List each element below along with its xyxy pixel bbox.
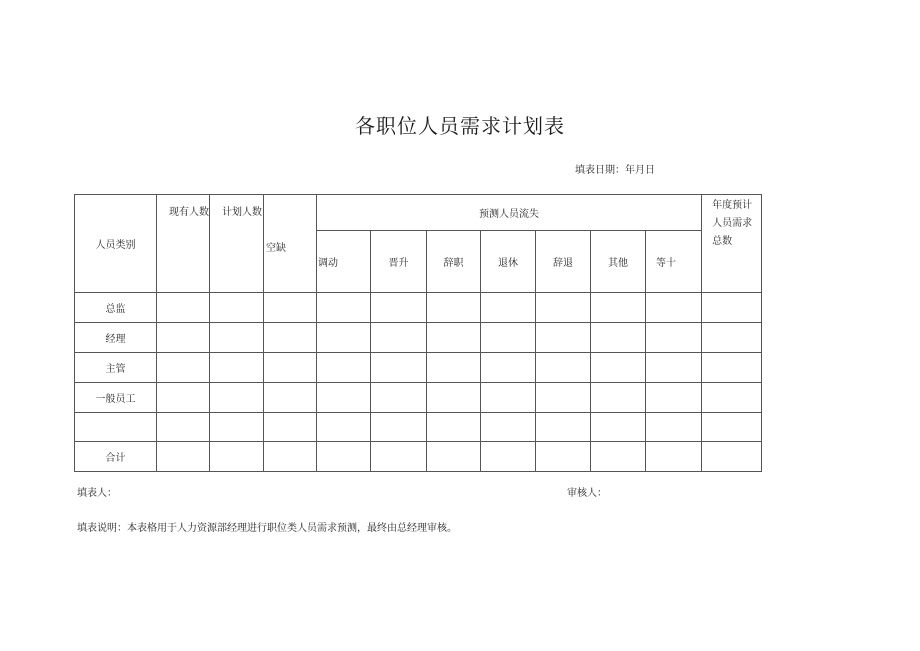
- header-attrition-resignation: 辞职: [427, 231, 481, 293]
- table-cell[interactable]: [264, 413, 317, 442]
- table-cell[interactable]: [536, 323, 591, 353]
- table-cell[interactable]: [157, 442, 210, 472]
- table-cell[interactable]: [481, 323, 536, 353]
- header-attrition-other: 其他: [591, 231, 646, 293]
- table-cell[interactable]: [702, 353, 762, 383]
- table-cell[interactable]: [317, 353, 371, 383]
- fill-date-label: 填表日期：年月日: [575, 165, 655, 176]
- table-cell[interactable]: [371, 323, 427, 353]
- table-cell[interactable]: [646, 293, 702, 323]
- table-cell[interactable]: [157, 293, 210, 323]
- table-cell[interactable]: [702, 442, 762, 472]
- table-cell[interactable]: [371, 413, 427, 442]
- table-cell[interactable]: [157, 383, 210, 413]
- table-cell[interactable]: [157, 323, 210, 353]
- table-cell[interactable]: [210, 442, 264, 472]
- table-cell[interactable]: [481, 353, 536, 383]
- header-attrition-retirement: 退休: [481, 231, 536, 293]
- row-category: [75, 413, 157, 442]
- table-cell[interactable]: [591, 442, 646, 472]
- reviewer-label: 审核人：: [567, 488, 607, 499]
- header-vacancy: 空缺: [264, 195, 317, 293]
- table-cell[interactable]: [427, 442, 481, 472]
- row-category: 主管: [75, 353, 157, 383]
- table-cell[interactable]: [427, 413, 481, 442]
- page-title: 各职位人员需求计划表: [355, 114, 565, 138]
- table-cell[interactable]: [702, 293, 762, 323]
- table-cell[interactable]: [427, 383, 481, 413]
- row-category: 一般员工: [75, 383, 157, 413]
- header-current: 现有人数: [157, 195, 210, 293]
- table-cell[interactable]: [646, 383, 702, 413]
- table-cell[interactable]: [317, 413, 371, 442]
- table-cell[interactable]: [481, 442, 536, 472]
- table-cell[interactable]: [646, 413, 702, 442]
- header-attrition-transfer: 调动: [317, 231, 371, 293]
- table-cell[interactable]: [427, 353, 481, 383]
- table-cell[interactable]: [210, 353, 264, 383]
- header-attrition-group: 预测人员流失: [317, 195, 702, 231]
- table-cell[interactable]: [210, 293, 264, 323]
- filler-label: 填表人：: [77, 488, 117, 499]
- table-cell[interactable]: [210, 323, 264, 353]
- table-cell[interactable]: [157, 413, 210, 442]
- table-cell[interactable]: [264, 383, 317, 413]
- table-cell[interactable]: [210, 383, 264, 413]
- table-row: [75, 413, 762, 442]
- header-annual-total: 年度预计人员需求总数: [702, 195, 762, 293]
- header-attrition-promotion: 晋升: [371, 231, 427, 293]
- table-cell[interactable]: [702, 413, 762, 442]
- row-category: 经理: [75, 323, 157, 353]
- table-cell[interactable]: [317, 442, 371, 472]
- header-category: 人员类别: [75, 195, 157, 293]
- table-cell[interactable]: [371, 383, 427, 413]
- table-cell[interactable]: [427, 323, 481, 353]
- plan-table: [74, 194, 762, 472]
- table-cell[interactable]: [481, 413, 536, 442]
- row-category: 总监: [75, 293, 157, 323]
- table-cell[interactable]: [371, 442, 427, 472]
- table-cell[interactable]: [317, 383, 371, 413]
- header-attrition-dismissal: 辞退: [536, 231, 591, 293]
- table-cell[interactable]: [702, 383, 762, 413]
- table-cell[interactable]: [317, 323, 371, 353]
- table-cell[interactable]: [646, 442, 702, 472]
- table-cell[interactable]: [591, 293, 646, 323]
- table-cell[interactable]: [702, 323, 762, 353]
- header-planned: 计划人数: [210, 195, 264, 293]
- table-cell[interactable]: [371, 353, 427, 383]
- table-cell[interactable]: [481, 383, 536, 413]
- table-row-total: [75, 442, 762, 472]
- header-attrition-etc: 等十: [646, 231, 702, 293]
- table-cell[interactable]: [536, 442, 591, 472]
- table-cell[interactable]: [427, 293, 481, 323]
- table-cell[interactable]: [591, 353, 646, 383]
- table-cell[interactable]: [264, 442, 317, 472]
- table-cell[interactable]: [536, 293, 591, 323]
- table-cell[interactable]: [264, 353, 317, 383]
- row-category: 合计: [75, 442, 157, 472]
- table-row: [75, 383, 762, 413]
- table-cell[interactable]: [317, 293, 371, 323]
- table-cell[interactable]: [481, 293, 536, 323]
- table-row: [75, 293, 762, 323]
- table-cell[interactable]: [536, 413, 591, 442]
- table-cell[interactable]: [371, 293, 427, 323]
- table-cell[interactable]: [210, 413, 264, 442]
- table-cell[interactable]: [536, 353, 591, 383]
- table-cell[interactable]: [591, 413, 646, 442]
- plan-table-container: [74, 194, 761, 471]
- table-cell[interactable]: [646, 353, 702, 383]
- header-row-1: [75, 195, 762, 231]
- table-cell[interactable]: [591, 383, 646, 413]
- table-cell[interactable]: [157, 353, 210, 383]
- instructions-note: 填表说明：本表格用于人力资源部经理进行职位类人员需求预测，最终由总经理审核。: [77, 523, 457, 534]
- table-cell[interactable]: [264, 293, 317, 323]
- table-cell[interactable]: [646, 323, 702, 353]
- table-cell[interactable]: [591, 323, 646, 353]
- table-cell[interactable]: [264, 323, 317, 353]
- table-cell[interactable]: [536, 383, 591, 413]
- table-row: [75, 323, 762, 353]
- table-row: [75, 353, 762, 383]
